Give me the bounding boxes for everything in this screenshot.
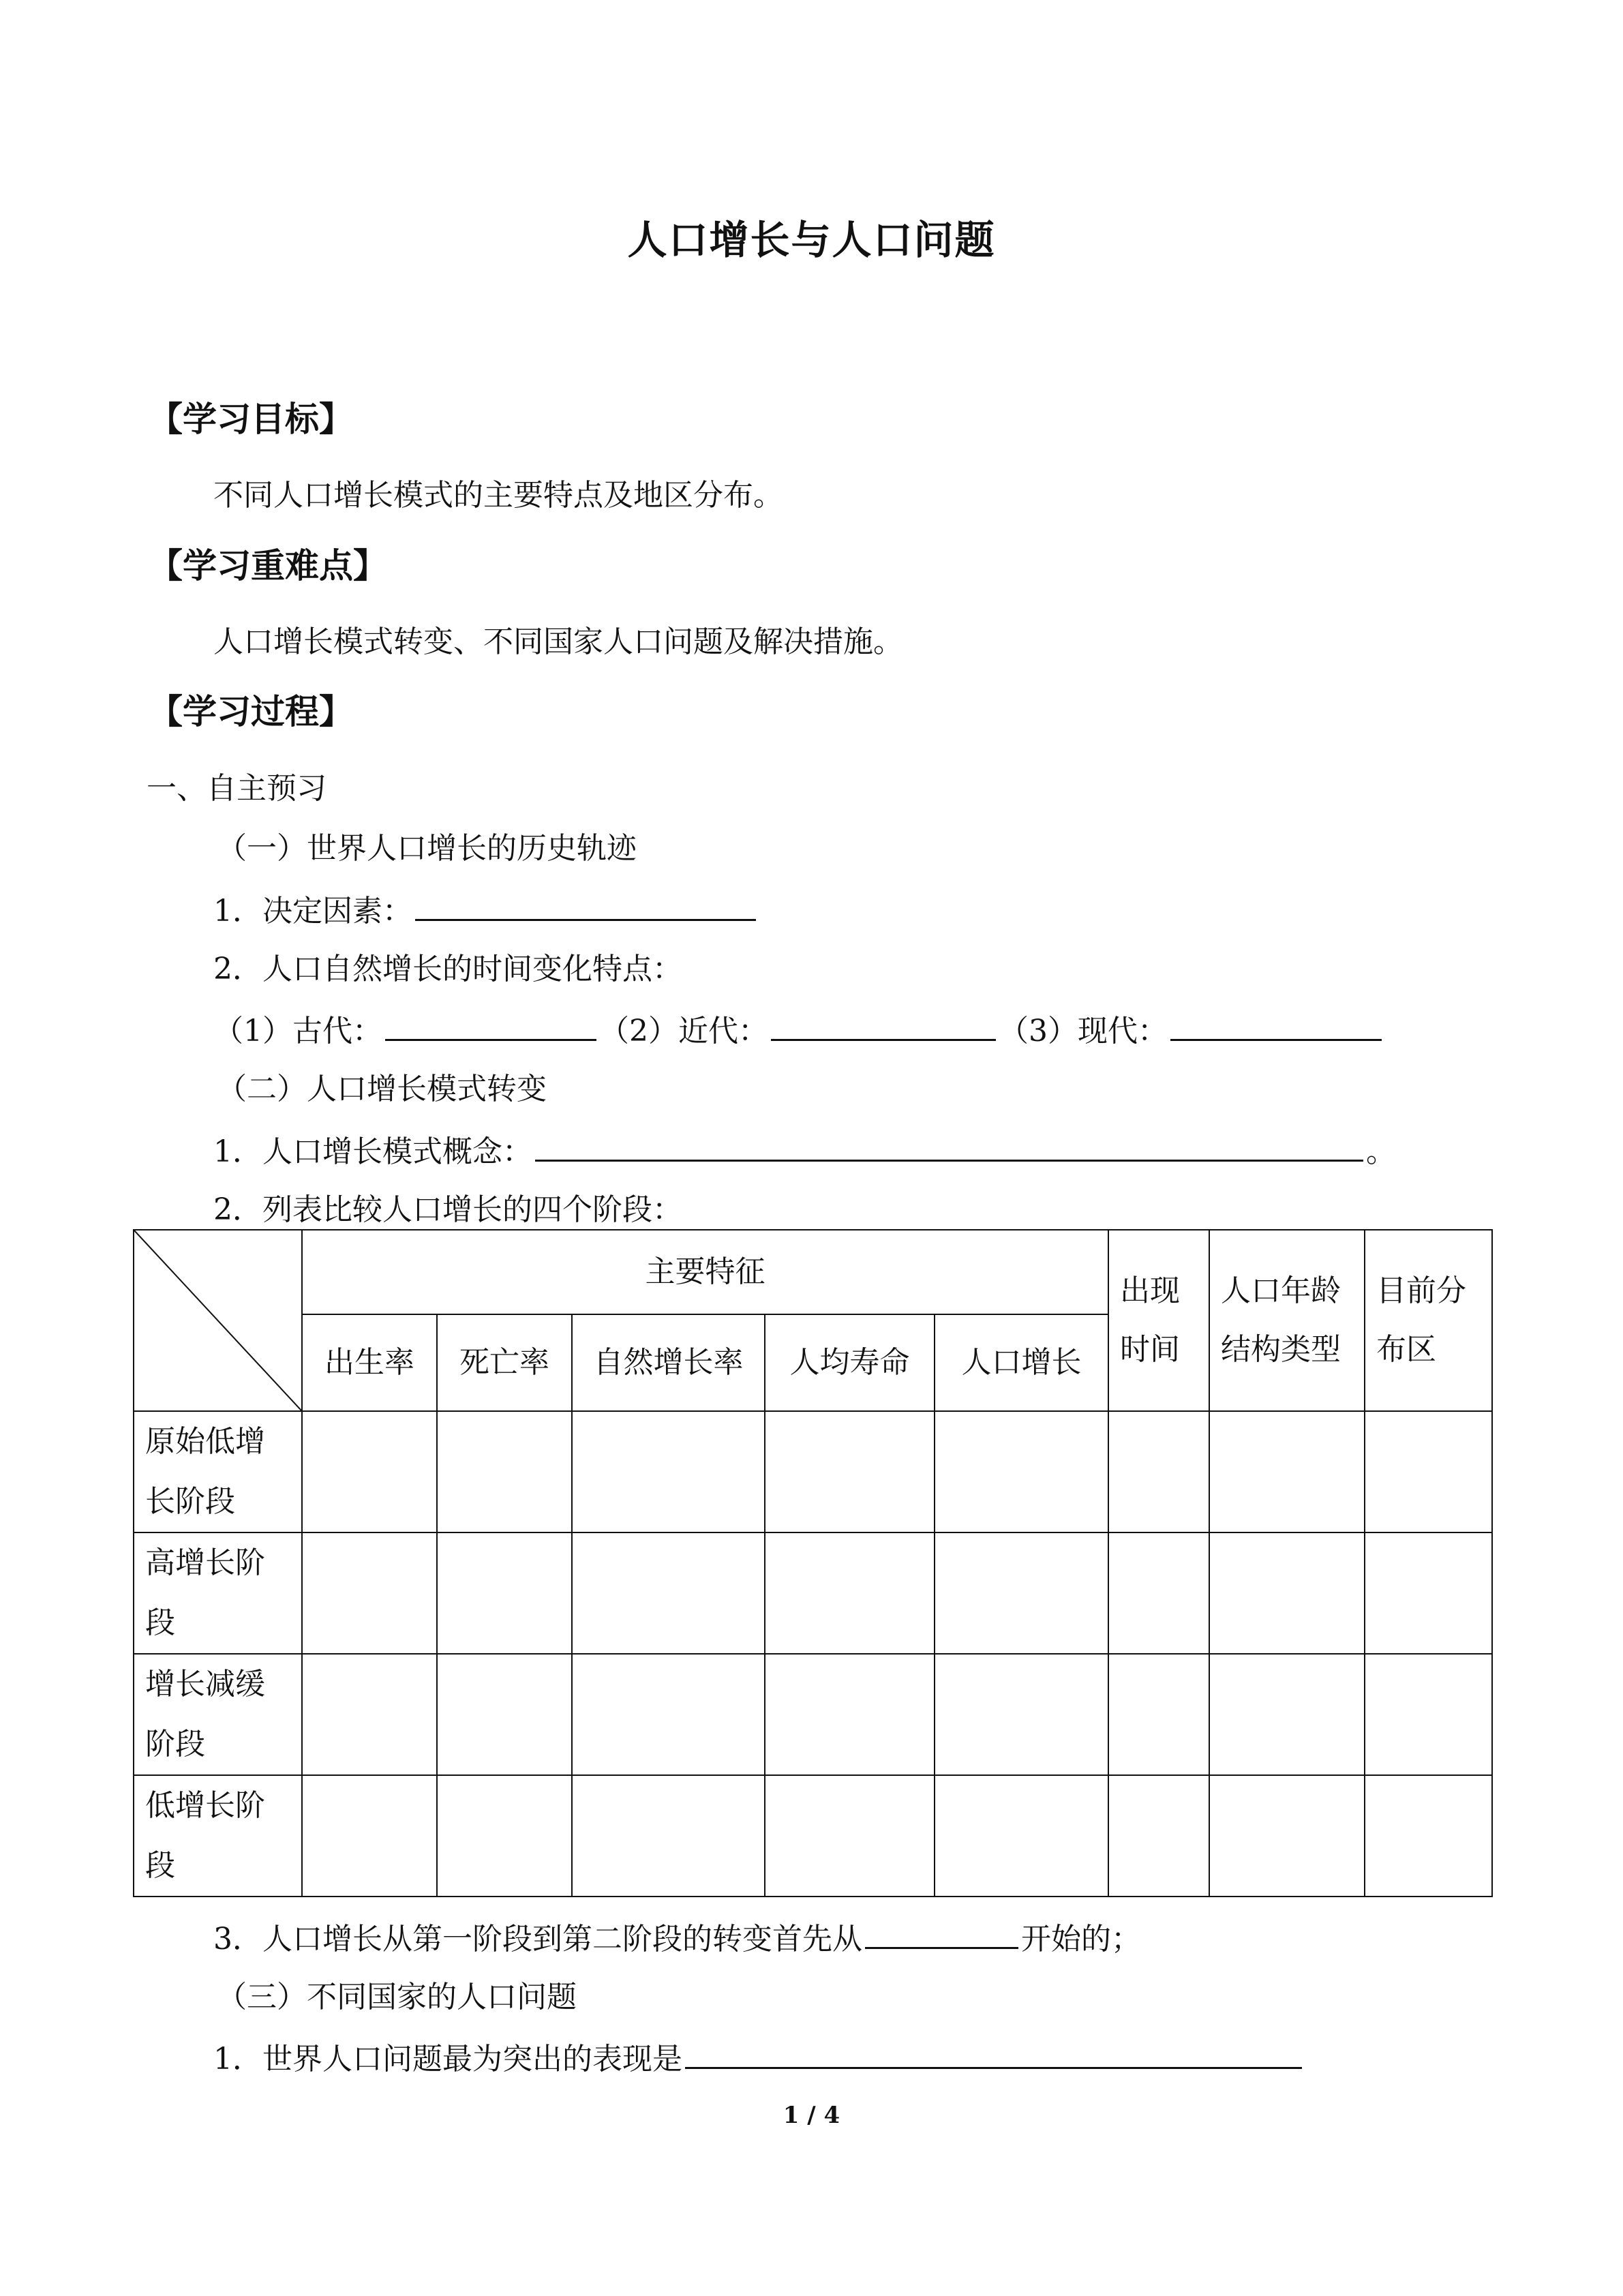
- heading-learning-goal: 【学习目标】: [149, 399, 353, 439]
- table-row: [134, 1532, 1492, 1654]
- table-cell[interactable]: [302, 1532, 437, 1654]
- table-cell[interactable]: [1365, 1532, 1492, 1654]
- header-appearance-time: 出现时间: [1108, 1230, 1209, 1411]
- part1-title: 一、自主预习: [147, 771, 327, 806]
- table-row: [134, 1411, 1492, 1532]
- question-label-tail: 开始的；: [1021, 1922, 1141, 1957]
- question-label: 1．人口增长模式概念：: [213, 1134, 532, 1169]
- question-growth-model-concept: [213, 1130, 1396, 1173]
- answer-blank-ancient[interactable]: [385, 1009, 596, 1041]
- learning-goal-text: 不同人口增长模式的主要特点及地区分布。: [213, 478, 783, 513]
- period-mark: 。: [1366, 1134, 1396, 1169]
- header-age-structure: 人口年龄结构类型: [1209, 1230, 1365, 1411]
- table-corner-cell: [134, 1230, 302, 1411]
- table-cell[interactable]: [1209, 1775, 1365, 1897]
- table-cell[interactable]: [1209, 1654, 1365, 1775]
- question-eras: [213, 1009, 1384, 1052]
- header-main-features: 主要特征: [302, 1230, 1108, 1314]
- question-population-problem: [213, 2037, 1305, 2080]
- table-cell[interactable]: [437, 1411, 572, 1532]
- row-label-low-growth: 低增长阶段: [134, 1775, 302, 1897]
- question-label: 1．世界人口问题最为突出的表现是: [213, 2042, 682, 2076]
- era-modern-label: （2）近代：: [599, 1014, 768, 1048]
- table-cell[interactable]: [1365, 1654, 1492, 1775]
- question-label: 1．决定因素：: [213, 894, 412, 928]
- table-cell[interactable]: [935, 1654, 1108, 1775]
- page-number: 1 / 4: [783, 2102, 840, 2129]
- answer-blank-modern[interactable]: [771, 1009, 996, 1041]
- sub3-title: （三）不同国家的人口问题: [217, 1980, 577, 2014]
- table-cell[interactable]: [437, 1775, 572, 1897]
- answer-blank[interactable]: [865, 1917, 1018, 1949]
- population-stages-table: [133, 1229, 1493, 1897]
- era-ancient-label: （1）古代：: [213, 1014, 382, 1048]
- heading-key-points: 【学习重难点】: [149, 546, 387, 586]
- table-cell[interactable]: [765, 1775, 935, 1897]
- sub1-title: （一）世界人口增长的历史轨迹: [217, 831, 637, 866]
- table-cell[interactable]: [572, 1775, 765, 1897]
- table-cell[interactable]: [765, 1654, 935, 1775]
- page-title: 人口增长与人口问题: [627, 217, 996, 263]
- table-cell[interactable]: [765, 1532, 935, 1654]
- question-determining-factors: [213, 889, 759, 932]
- heading-learning-process: 【学习过程】: [149, 692, 353, 731]
- header-population-growth: 人口增长: [935, 1314, 1108, 1411]
- question-label: 3．人口增长从第一阶段到第二阶段的转变首先从: [213, 1922, 862, 1957]
- key-points-text: 人口增长模式转变、不同国家人口问题及解决措施。: [213, 624, 903, 659]
- table-cell[interactable]: [437, 1532, 572, 1654]
- table-cell[interactable]: [935, 1775, 1108, 1897]
- row-label-primitive: 原始低增长阶段: [134, 1411, 302, 1532]
- table-cell[interactable]: [1365, 1411, 1492, 1532]
- table-cell[interactable]: [1365, 1775, 1492, 1897]
- table-row: [134, 1775, 1492, 1897]
- answer-blank-contemporary[interactable]: [1170, 1009, 1382, 1041]
- table-cell[interactable]: [302, 1775, 437, 1897]
- header-death-rate: 死亡率: [437, 1314, 572, 1411]
- table-cell[interactable]: [935, 1411, 1108, 1532]
- header-distribution: 目前分布区: [1365, 1230, 1492, 1411]
- table-cell[interactable]: [1209, 1411, 1365, 1532]
- question-time-change: 2．人口自然增长的时间变化特点：: [213, 952, 682, 986]
- table-cell[interactable]: [935, 1532, 1108, 1654]
- table-cell[interactable]: [572, 1654, 765, 1775]
- question-stage-transition: [213, 1917, 1141, 1960]
- table-cell[interactable]: [302, 1411, 437, 1532]
- sub2-title: （二）人口增长模式转变: [217, 1072, 547, 1106]
- era-contemporary-label: （3）现代：: [999, 1014, 1168, 1048]
- table-cell[interactable]: [765, 1411, 935, 1532]
- row-label-slowing: 增长减缓阶段: [134, 1654, 302, 1775]
- table-cell[interactable]: [1108, 1411, 1209, 1532]
- table-cell[interactable]: [302, 1654, 437, 1775]
- row-label-high-growth: 高增长阶段: [134, 1532, 302, 1654]
- header-natural-growth-rate: 自然增长率: [572, 1314, 765, 1411]
- table-cell[interactable]: [1108, 1775, 1209, 1897]
- table-cell[interactable]: [572, 1532, 765, 1654]
- table-cell[interactable]: [437, 1654, 572, 1775]
- diagonal-line: [134, 1230, 301, 1410]
- table-cell[interactable]: [1108, 1654, 1209, 1775]
- question-compare-stages: 2．列表比较人口增长的四个阶段：: [213, 1192, 682, 1227]
- table-row: [134, 1654, 1492, 1775]
- answer-blank[interactable]: [685, 2037, 1302, 2069]
- table-cell[interactable]: [1209, 1532, 1365, 1654]
- table-cell[interactable]: [572, 1411, 765, 1532]
- header-life-expectancy: 人均寿命: [765, 1314, 935, 1411]
- table-cell[interactable]: [1108, 1532, 1209, 1654]
- answer-blank[interactable]: [415, 889, 756, 921]
- header-birth-rate: 出生率: [302, 1314, 437, 1411]
- answer-blank[interactable]: [535, 1130, 1363, 1162]
